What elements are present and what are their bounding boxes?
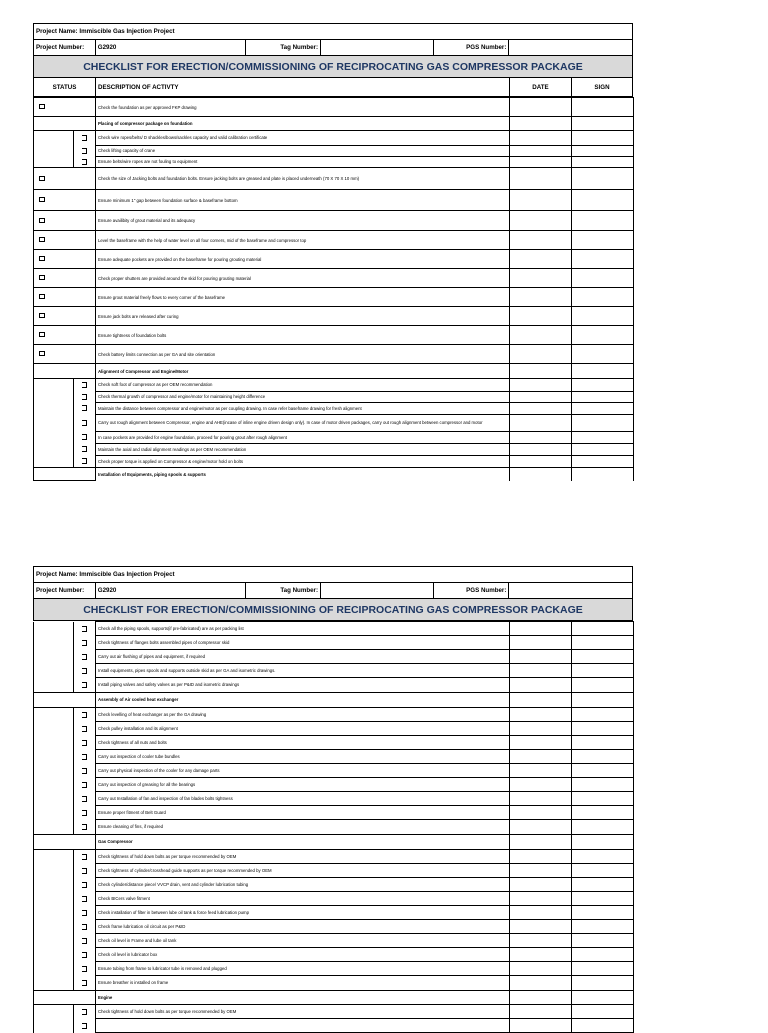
status-checkbox[interactable] bbox=[73, 722, 95, 736]
date-cell[interactable] bbox=[510, 131, 572, 146]
activity-description: Ensure availibity of grout material and its adequacy bbox=[96, 211, 510, 231]
activity-description: Ensure jack bolts are released after curing bbox=[96, 307, 510, 326]
sign-cell[interactable] bbox=[572, 345, 634, 364]
checklist-row bbox=[34, 131, 634, 146]
checklist-row bbox=[34, 864, 634, 878]
activity-description: Check battery limits connection as per GA and site orientation bbox=[96, 345, 510, 364]
date-cell[interactable] bbox=[510, 98, 572, 117]
project-name-row bbox=[33, 566, 633, 582]
status-checkbox[interactable] bbox=[39, 313, 45, 318]
activity-description: Check installation of filter in between lube oil tank & force feed lubrication pump bbox=[96, 906, 510, 920]
activity-description bbox=[96, 1019, 510, 1033]
sign-cell[interactable] bbox=[572, 948, 634, 962]
checklist-row bbox=[34, 1004, 634, 1019]
sign-cell[interactable] bbox=[572, 1004, 634, 1019]
checklist-row bbox=[34, 820, 634, 835]
status-checkbox[interactable] bbox=[73, 764, 95, 778]
project-number-label: Project Number: bbox=[34, 583, 96, 598]
date-cell[interactable] bbox=[510, 391, 572, 402]
checklist-row bbox=[34, 849, 634, 864]
checklist-title: CHECKLIST FOR ERECTION/COMMISSIONING OF RECIPROCATING GAS COMPRESSOR PACKAGE bbox=[33, 598, 633, 621]
sign-cell[interactable] bbox=[572, 156, 634, 168]
sign-cell[interactable] bbox=[572, 792, 634, 806]
date-cell[interactable] bbox=[510, 443, 572, 455]
checklist-row bbox=[34, 707, 634, 722]
status-checkbox[interactable] bbox=[73, 864, 95, 878]
date-cell[interactable] bbox=[510, 1004, 572, 1019]
activity-description: Ensure grout material freely flows to every corner of the baseframe bbox=[96, 288, 510, 307]
status-checkbox[interactable] bbox=[73, 962, 95, 976]
activity-description: Ensure proper fitment of Belt Guard bbox=[96, 806, 510, 820]
activity-description: Check cylinder/distance piece/ VVCP drain, vent and cylinder lubrication tubing bbox=[96, 878, 510, 892]
sign-cell[interactable] bbox=[572, 906, 634, 920]
date-cell[interactable] bbox=[510, 455, 572, 468]
status-checkbox[interactable] bbox=[73, 431, 95, 443]
date-cell[interactable] bbox=[510, 934, 572, 948]
checklist-row bbox=[34, 443, 634, 455]
checklist-row bbox=[34, 190, 634, 211]
date-cell[interactable] bbox=[510, 307, 572, 326]
activity-description: Check soft foot of compressor as per OEM recommendation bbox=[96, 379, 510, 392]
status-checkbox[interactable] bbox=[73, 636, 95, 650]
sign-cell[interactable] bbox=[572, 288, 634, 307]
sign-cell[interactable] bbox=[572, 391, 634, 402]
status-checkbox[interactable] bbox=[73, 1005, 95, 1019]
sign-cell[interactable] bbox=[572, 834, 634, 849]
sign-cell[interactable] bbox=[572, 976, 634, 991]
activity-description: Carry out inspection of greasing for all the bearings bbox=[96, 778, 510, 792]
status-checkbox[interactable] bbox=[73, 736, 95, 750]
activity-description: Carry out air flushing of pipes and equipment, if required bbox=[96, 650, 510, 664]
date-cell[interactable] bbox=[510, 990, 572, 1004]
section-row bbox=[34, 692, 634, 707]
sign-cell[interactable] bbox=[572, 468, 634, 481]
status-checkbox[interactable] bbox=[73, 906, 95, 920]
sign-cell[interactable] bbox=[572, 431, 634, 443]
section-row bbox=[34, 468, 634, 481]
checklist-row bbox=[34, 1019, 634, 1033]
status-checkbox[interactable] bbox=[73, 1019, 95, 1033]
activity-description: Check tightness of flanges bolts assembled pipes of compressor skid bbox=[96, 636, 510, 650]
checklist-row bbox=[34, 431, 634, 443]
sign-cell[interactable] bbox=[572, 778, 634, 792]
status-checkbox[interactable] bbox=[73, 622, 95, 636]
date-cell[interactable] bbox=[510, 692, 572, 707]
date-cell[interactable] bbox=[510, 849, 572, 864]
project-number-row bbox=[33, 582, 633, 598]
date-cell[interactable] bbox=[510, 920, 572, 934]
sign-cell[interactable] bbox=[572, 168, 634, 190]
activity-description: Ensure tightness of foundation bolts bbox=[96, 326, 510, 345]
checklist-row bbox=[34, 345, 634, 364]
date-cell[interactable] bbox=[510, 414, 572, 431]
status-checkbox[interactable] bbox=[39, 237, 45, 242]
status-checkbox[interactable] bbox=[39, 104, 45, 109]
activity-description: Check thermal growth of compressor and engine/motor for maintaining height difference bbox=[96, 391, 510, 402]
date-cell[interactable] bbox=[510, 269, 572, 288]
checklist-row bbox=[34, 792, 634, 806]
project-name-value: Immiscible Gas Injection Project bbox=[79, 28, 175, 35]
date-cell[interactable] bbox=[510, 1019, 572, 1033]
status-checkbox[interactable] bbox=[73, 820, 95, 834]
status-checkbox[interactable] bbox=[73, 664, 95, 678]
sign-cell[interactable] bbox=[572, 98, 634, 117]
checklist-row bbox=[34, 250, 634, 269]
status-checkbox[interactable] bbox=[73, 455, 95, 467]
section-heading: Gas Compressor bbox=[96, 834, 510, 849]
checklist-row bbox=[34, 976, 634, 991]
activity-description: Carry out Installation of fan and inspection of fan blades bolts tightness bbox=[96, 792, 510, 806]
checklist-row bbox=[34, 455, 634, 468]
section-heading: Alignment of Compressor and Engine/Motor bbox=[96, 364, 510, 379]
checklist-row bbox=[34, 391, 634, 402]
activity-description: Level the baseframe with the help of water level on all four corners, mid of the baseframe and compressor top bbox=[96, 231, 510, 250]
activity-description: Maintain the axial and radial alignment readings as per OEM recommendation bbox=[96, 443, 510, 455]
checklist-table-2 bbox=[33, 621, 634, 1033]
activity-description: Install piping valves and safety valves as per P&ID and isometric drawings bbox=[96, 678, 510, 693]
activity-description: Ensure belts/wire ropes are not fouling to equipment bbox=[96, 156, 510, 168]
sign-cell[interactable] bbox=[572, 414, 634, 431]
date-cell[interactable] bbox=[510, 722, 572, 736]
sign-cell[interactable] bbox=[572, 962, 634, 976]
date-cell[interactable] bbox=[510, 892, 572, 906]
checklist-row bbox=[34, 892, 634, 906]
checklist-row bbox=[34, 650, 634, 664]
sign-cell[interactable] bbox=[572, 364, 634, 379]
sign-column-header: SIGN bbox=[594, 83, 610, 91]
sign-cell[interactable] bbox=[572, 736, 634, 750]
checklist-row bbox=[34, 156, 634, 168]
checklist-row bbox=[34, 622, 634, 636]
date-cell[interactable] bbox=[510, 764, 572, 778]
status-checkbox[interactable] bbox=[39, 218, 45, 223]
date-cell[interactable] bbox=[510, 650, 572, 664]
sign-cell[interactable] bbox=[572, 664, 634, 678]
status-checkbox[interactable] bbox=[73, 778, 95, 792]
sign-cell[interactable] bbox=[572, 145, 634, 156]
checklist-row bbox=[34, 307, 634, 326]
date-cell[interactable] bbox=[510, 806, 572, 820]
sign-cell[interactable] bbox=[572, 117, 634, 131]
activity-description: Check BICers valve fitment bbox=[96, 892, 510, 906]
sign-cell[interactable] bbox=[572, 636, 634, 650]
activity-description: Check oil level in lubricator box bbox=[96, 948, 510, 962]
date-cell[interactable] bbox=[510, 622, 572, 636]
checklist-row bbox=[34, 168, 634, 190]
date-cell[interactable] bbox=[510, 948, 572, 962]
date-cell[interactable] bbox=[510, 878, 572, 892]
section-row bbox=[34, 834, 634, 849]
section-heading: Assembly of Air cooled heat exchanger bbox=[96, 692, 510, 707]
checklist-row bbox=[34, 211, 634, 231]
status-checkbox[interactable] bbox=[39, 256, 45, 261]
sign-cell[interactable] bbox=[572, 806, 634, 820]
pgs-number-value[interactable] bbox=[509, 583, 632, 598]
status-checkbox[interactable] bbox=[39, 294, 45, 299]
project-name-label: Project Name: bbox=[36, 28, 78, 35]
activity-description: Check levelling of heat exchanger as per the GA drawing bbox=[96, 707, 510, 722]
activity-description: Check proper shutters are provided around the skid for pouring grouting material bbox=[96, 269, 510, 288]
checklist-row bbox=[34, 664, 634, 678]
sign-cell[interactable] bbox=[572, 231, 634, 250]
project-number-row bbox=[33, 39, 633, 55]
section-row bbox=[34, 117, 634, 131]
date-cell[interactable] bbox=[510, 678, 572, 693]
sign-cell[interactable] bbox=[572, 678, 634, 693]
status-checkbox[interactable] bbox=[73, 708, 95, 722]
date-cell[interactable] bbox=[510, 145, 572, 156]
sign-cell[interactable] bbox=[572, 650, 634, 664]
status-checkbox[interactable] bbox=[73, 650, 95, 664]
date-cell[interactable] bbox=[510, 636, 572, 650]
status-checkbox[interactable] bbox=[73, 443, 95, 455]
status-checkbox[interactable] bbox=[39, 332, 45, 337]
status-checkbox[interactable] bbox=[39, 197, 45, 202]
date-cell[interactable] bbox=[510, 750, 572, 764]
sign-cell[interactable] bbox=[572, 250, 634, 269]
project-number-value: G2920 bbox=[96, 583, 246, 598]
date-cell[interactable] bbox=[510, 117, 572, 131]
project-name-row bbox=[33, 23, 633, 39]
sign-cell[interactable] bbox=[572, 920, 634, 934]
date-cell[interactable] bbox=[510, 231, 572, 250]
sign-cell[interactable] bbox=[572, 622, 634, 636]
sign-cell[interactable] bbox=[572, 443, 634, 455]
checklist-row bbox=[34, 878, 634, 892]
date-cell[interactable] bbox=[510, 326, 572, 345]
date-cell[interactable] bbox=[510, 778, 572, 792]
status-checkbox[interactable] bbox=[73, 402, 95, 414]
status-checkbox[interactable] bbox=[73, 892, 95, 906]
checklist-row bbox=[34, 326, 634, 345]
activity-description: Check tightness of cylinder/crosshead guide supports as per torque recommended by OEM bbox=[96, 864, 510, 878]
activity-description: Check proper torque is applied on Compressor & engine/motor hold on bolts bbox=[96, 455, 510, 468]
date-cell[interactable] bbox=[510, 431, 572, 443]
status-checkbox[interactable] bbox=[73, 414, 95, 431]
checklist-row bbox=[34, 920, 634, 934]
sign-cell[interactable] bbox=[572, 402, 634, 414]
status-checkbox[interactable] bbox=[39, 176, 45, 181]
date-cell[interactable] bbox=[510, 156, 572, 168]
activity-description: Check frame lubrication oil circuit as per P&ID bbox=[96, 920, 510, 934]
activity-description: Ensure cleaning of fins, if required bbox=[96, 820, 510, 835]
section-row bbox=[34, 990, 634, 1004]
checklist-row bbox=[34, 231, 634, 250]
checklist-row bbox=[34, 269, 634, 288]
activity-description: Carry out inspection of cooler tube bundles bbox=[96, 750, 510, 764]
date-cell[interactable] bbox=[510, 345, 572, 364]
tag-number-label: Tag Number: bbox=[246, 40, 321, 55]
activity-description: Check the foundation as per approved FKP drawing bbox=[96, 98, 510, 117]
activity-description: Check all the piping spools, supports(if pre-fabricated) are as per packing list bbox=[96, 622, 510, 636]
date-cell[interactable] bbox=[510, 250, 572, 269]
date-cell[interactable] bbox=[510, 820, 572, 835]
sign-cell[interactable] bbox=[572, 269, 634, 288]
date-cell[interactable] bbox=[510, 736, 572, 750]
activity-description: Carry out rough alignment between Compressor, engine and AHE(incase of inline engine driven design only). In case of motor driven packages, carry out rough alignment between compressor and motor bbox=[96, 414, 510, 431]
date-column-header: DATE bbox=[510, 78, 572, 96]
checklist-row bbox=[34, 722, 634, 736]
date-cell[interactable] bbox=[510, 168, 572, 190]
status-checkbox[interactable] bbox=[73, 850, 95, 864]
activity-description: Check the size of Jacking bolts and foundation bolts. Ensure jacking bolts are greased and plate is placed underneath (70 X 70 X 10 mm) bbox=[96, 168, 510, 190]
checklist-row bbox=[34, 764, 634, 778]
date-cell[interactable] bbox=[510, 864, 572, 878]
checklist-title: CHECKLIST FOR ERECTION/COMMISSIONING OF RECIPROCATING GAS COMPRESSOR PACKAGE bbox=[33, 55, 633, 78]
checklist-row bbox=[34, 934, 634, 948]
sign-cell[interactable] bbox=[572, 864, 634, 878]
status-checkbox[interactable] bbox=[73, 750, 95, 764]
checklist-row bbox=[34, 145, 634, 156]
project-name-label: Project Name: bbox=[36, 571, 78, 578]
date-cell[interactable] bbox=[510, 402, 572, 414]
date-cell[interactable] bbox=[510, 707, 572, 722]
activity-description: Check wire ropes/belts/ D shackles/bows/sackles capacity and valid calibration certificate bbox=[96, 131, 510, 146]
checklist-table-1 bbox=[33, 97, 634, 481]
status-column-header: STATUS bbox=[34, 78, 96, 96]
date-cell[interactable] bbox=[510, 190, 572, 211]
section-heading: Installation of Equipments, piping spools & supports bbox=[96, 468, 510, 481]
sign-cell[interactable] bbox=[572, 722, 634, 736]
sign-cell[interactable] bbox=[572, 211, 634, 231]
sign-cell[interactable] bbox=[572, 455, 634, 468]
sign-cell[interactable] bbox=[572, 990, 634, 1004]
checklist-row bbox=[34, 98, 634, 117]
status-checkbox[interactable] bbox=[73, 145, 95, 156]
pgs-number-value[interactable] bbox=[509, 40, 632, 55]
project-name-value: Immiscible Gas Injection Project bbox=[79, 571, 175, 578]
sign-cell[interactable] bbox=[572, 1019, 634, 1033]
activity-description: Install equipments, pipes spools and supports outside skid as per GA and isometric drawings. bbox=[96, 664, 510, 678]
checklist-row bbox=[34, 736, 634, 750]
activity-description: Check lifting capacity of crane bbox=[96, 145, 510, 156]
section-heading: Placing of compressor package on foundation bbox=[96, 117, 510, 131]
sign-cell[interactable] bbox=[572, 892, 634, 906]
sign-cell[interactable] bbox=[572, 326, 634, 345]
sign-cell[interactable] bbox=[572, 707, 634, 722]
sign-cell[interactable] bbox=[572, 750, 634, 764]
section-row bbox=[34, 364, 634, 379]
status-checkbox[interactable] bbox=[39, 275, 45, 280]
checklist-page-2 bbox=[33, 566, 633, 1033]
activity-description: Check pulley installation and its alignment bbox=[96, 722, 510, 736]
date-cell[interactable] bbox=[510, 906, 572, 920]
date-cell[interactable] bbox=[510, 379, 572, 392]
checklist-row bbox=[34, 414, 634, 431]
activity-description: Carry out physical inspection of the cooler for any damage parts bbox=[96, 764, 510, 778]
sign-cell[interactable] bbox=[572, 820, 634, 835]
activity-description: Check tightness of hold down bolts as per torque recommended by OEM bbox=[96, 849, 510, 864]
sign-cell[interactable] bbox=[572, 764, 634, 778]
activity-description: Ensure adequate pockets are provided on the baseframe for pouring grouting material bbox=[96, 250, 510, 269]
checklist-row bbox=[34, 948, 634, 962]
checklist-row bbox=[34, 636, 634, 650]
activity-description: Check tightness of all nuts and bolts bbox=[96, 736, 510, 750]
status-checkbox[interactable] bbox=[73, 878, 95, 892]
date-cell[interactable] bbox=[510, 468, 572, 481]
status-checkbox[interactable] bbox=[73, 156, 95, 167]
checklist-row bbox=[34, 778, 634, 792]
status-checkbox[interactable] bbox=[73, 131, 95, 145]
date-cell[interactable] bbox=[510, 962, 572, 976]
sign-cell[interactable] bbox=[572, 849, 634, 864]
tag-number-label: Tag Number: bbox=[246, 583, 321, 598]
sign-cell[interactable] bbox=[572, 934, 634, 948]
checklist-row bbox=[34, 402, 634, 414]
activity-description: Ensure minimum 1" gap between foundation surface & baseframe bottom bbox=[96, 190, 510, 211]
date-cell[interactable] bbox=[510, 976, 572, 991]
date-cell[interactable] bbox=[510, 364, 572, 379]
column-header-row bbox=[33, 78, 633, 97]
status-checkbox[interactable] bbox=[73, 792, 95, 806]
checklist-row bbox=[34, 750, 634, 764]
sign-cell[interactable] bbox=[572, 878, 634, 892]
date-cell[interactable] bbox=[510, 664, 572, 678]
activity-description: Ensure breather is installed on frame bbox=[96, 976, 510, 991]
checklist-row bbox=[34, 379, 634, 392]
pgs-number-label: PGS Number: bbox=[434, 40, 510, 55]
project-number-label: Project Number: bbox=[34, 40, 96, 55]
status-checkbox[interactable] bbox=[73, 934, 95, 948]
sign-cell[interactable] bbox=[572, 307, 634, 326]
pgs-number-label: PGS Number: bbox=[434, 583, 510, 598]
status-checkbox[interactable] bbox=[73, 379, 95, 391]
status-checkbox[interactable] bbox=[73, 678, 95, 692]
sign-cell[interactable] bbox=[572, 190, 634, 211]
checklist-row bbox=[34, 962, 634, 976]
tag-number-value[interactable] bbox=[321, 583, 434, 598]
project-number-value: G2920 bbox=[96, 40, 246, 55]
status-checkbox[interactable] bbox=[73, 806, 95, 820]
tag-number-value[interactable] bbox=[321, 40, 434, 55]
date-cell[interactable] bbox=[510, 211, 572, 231]
sign-cell[interactable] bbox=[572, 131, 634, 146]
date-cell[interactable] bbox=[510, 288, 572, 307]
activity-description: Check oil level in Frame and lube oil tank bbox=[96, 934, 510, 948]
status-checkbox[interactable] bbox=[73, 391, 95, 402]
checklist-row bbox=[34, 906, 634, 920]
date-cell[interactable] bbox=[510, 792, 572, 806]
activity-description: Check tightness of hold down bolts as per torque recommended by OEM bbox=[96, 1004, 510, 1019]
activity-description: Ensure tubing from frame to lubricator tube is removed and plugged bbox=[96, 962, 510, 976]
description-column-header: DESCRIPTION OF ACTIVTY bbox=[96, 78, 510, 96]
checklist-row bbox=[34, 678, 634, 693]
checklist-row bbox=[34, 806, 634, 820]
sign-cell[interactable] bbox=[572, 379, 634, 392]
checklist-page-1 bbox=[33, 23, 633, 481]
sign-cell[interactable] bbox=[572, 692, 634, 707]
checklist-row bbox=[34, 288, 634, 307]
status-checkbox[interactable] bbox=[73, 920, 95, 934]
status-checkbox[interactable] bbox=[73, 948, 95, 962]
status-checkbox[interactable] bbox=[73, 976, 95, 990]
status-checkbox[interactable] bbox=[39, 351, 45, 356]
activity-description: Maintain the distance between compressor and engine/motor as per coupling drawing. In case refer baseframe drawing for fresh alignment bbox=[96, 402, 510, 414]
date-cell[interactable] bbox=[510, 834, 572, 849]
activity-description: In case pockets are provided for engine foundation, proceed for pouring grout after rough alignment bbox=[96, 431, 510, 443]
section-heading: Engine bbox=[96, 990, 510, 1004]
